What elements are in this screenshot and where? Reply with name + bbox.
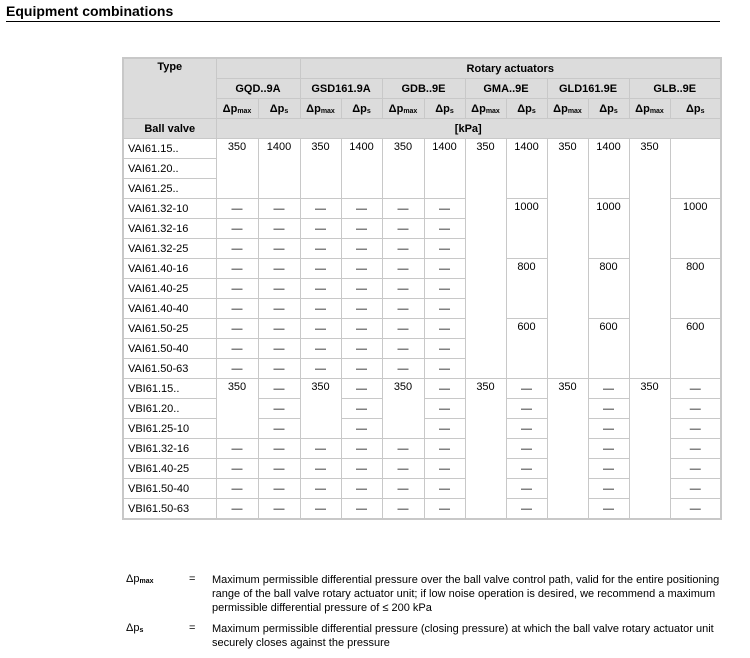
- valve-type-cell: VBI61.20..: [123, 399, 216, 419]
- pressure-cell: 350: [382, 379, 424, 439]
- pressure-cell: —: [300, 199, 341, 219]
- pressure-cell: —: [424, 359, 465, 379]
- equipment-table: [122, 57, 722, 520]
- pressure-cell: —: [341, 399, 382, 419]
- pressure-cell: 350: [300, 139, 341, 199]
- pressure-cell: —: [424, 379, 465, 399]
- pressure-cell: 1400: [588, 139, 629, 199]
- valve-type-cell: VAI61.50-25: [123, 319, 216, 339]
- pressure-cell: 600: [670, 319, 721, 379]
- pressure-cell: —: [300, 439, 341, 459]
- pressure-cell: —: [258, 419, 300, 439]
- pressure-cell: —: [258, 499, 300, 520]
- pressure-cell: —: [424, 259, 465, 279]
- pressure-cell: —: [258, 299, 300, 319]
- title-rule: [6, 21, 720, 22]
- pressure-cell: —: [216, 459, 258, 479]
- pressure-cell: —: [670, 379, 721, 399]
- pressure-cell: —: [506, 439, 547, 459]
- dp-max-header: [382, 99, 424, 119]
- dp-symbol: Δp: [388, 102, 404, 115]
- valve-type-cell: VAI61.20..: [123, 159, 216, 179]
- pressure-cell: —: [424, 339, 465, 359]
- pressure-cell: 350: [300, 379, 341, 439]
- dp-s-header: [670, 99, 721, 119]
- pressure-cell: —: [588, 419, 629, 439]
- pressure-cell: —: [300, 359, 341, 379]
- pressure-cell: —: [341, 499, 382, 520]
- pressure-cell: —: [258, 199, 300, 219]
- pressure-cell: —: [216, 439, 258, 459]
- pressure-cell: —: [506, 399, 547, 419]
- pressure-cell: —: [300, 299, 341, 319]
- pressure-cell: —: [341, 379, 382, 399]
- valve-type-cell: VAI61.40-25: [123, 279, 216, 299]
- pressure-cell: —: [670, 439, 721, 459]
- dp-symbol: Δp: [306, 102, 321, 115]
- pressure-cell: —: [216, 319, 258, 339]
- pressure-cell: —: [588, 379, 629, 399]
- pressure-cell: 800: [670, 259, 721, 319]
- pressure-cell: —: [341, 219, 382, 239]
- pressure-cell: —: [382, 199, 424, 219]
- valve-type-cell: VAI61.50-63: [123, 359, 216, 379]
- pressure-cell: —: [424, 399, 465, 419]
- pressure-cell: 350: [547, 379, 588, 520]
- ball-valve-header: Ball valve: [123, 119, 216, 139]
- legend-symbol: [126, 622, 143, 634]
- pressure-cell: 350: [465, 139, 506, 379]
- pressure-cell: 350: [382, 139, 424, 199]
- pressure-cell: 1400: [506, 139, 547, 199]
- pressure-cell: —: [341, 199, 382, 219]
- pressure-cell: —: [382, 239, 424, 259]
- dp-subscript: max: [320, 107, 335, 115]
- pressure-cell: —: [258, 219, 300, 239]
- table-row: [123, 139, 721, 159]
- pressure-cell: —: [424, 479, 465, 499]
- pressure-cell: —: [506, 379, 547, 399]
- pressure-cell: 1000: [506, 199, 547, 259]
- dp-subscript: max: [485, 107, 500, 115]
- dp-symbol: Δp: [352, 102, 367, 115]
- pressure-cell: —: [670, 459, 721, 479]
- dp-subscript: s: [700, 107, 705, 115]
- pressure-cell: 600: [588, 319, 629, 379]
- pressure-cell: —: [670, 399, 721, 419]
- legend-text: Maximum permissible differential pressure over the ball valve control path, valid for the entire positioning range of the ball valve rotary actuator unit; if low noise operation is desired, we recommend a maximum permissible differential pressure of ≤ 200 kPa: [212, 574, 720, 614]
- pressure-cell: —: [424, 199, 465, 219]
- legend-text: Maximum permissible differential pressure (closing pressure) at which the ball valve rotary actuator unit securely closes against the pressure: [212, 623, 714, 649]
- pressure-cell: —: [588, 439, 629, 459]
- valve-type-cell: VAI61.40-16: [123, 259, 216, 279]
- legend-dp: Δp: [126, 622, 140, 634]
- pressure-cell: —: [341, 319, 382, 339]
- pressure-cell: 350: [629, 379, 670, 520]
- pressure-cell: 1000: [670, 199, 721, 259]
- pressure-cell: —: [258, 359, 300, 379]
- valve-type-cell: VAI61.32-25: [123, 239, 216, 259]
- pressure-cell: —: [216, 299, 258, 319]
- dp-max-header: [300, 99, 341, 119]
- pressure-cell: —: [588, 499, 629, 520]
- pressure-cell: 800: [506, 259, 547, 319]
- pressure-cell: —: [341, 459, 382, 479]
- dp-max-header: [465, 99, 506, 119]
- pressure-cell: —: [382, 499, 424, 520]
- pressure-cell: —: [588, 459, 629, 479]
- actuator-header: GQD..9A: [216, 79, 300, 99]
- dp-max-header: [629, 99, 670, 119]
- pressure-cell: —: [588, 399, 629, 419]
- pressure-cell: —: [258, 479, 300, 499]
- pressure-cell: —: [216, 339, 258, 359]
- pressure-cell: —: [424, 459, 465, 479]
- pressure-cell: —: [341, 299, 382, 319]
- legend-equals: =: [189, 622, 196, 634]
- valve-type-cell: VBI61.40-25: [123, 459, 216, 479]
- dp-s-header: [341, 99, 382, 119]
- pressure-cell: —: [424, 279, 465, 299]
- dp-subscript: max: [237, 107, 252, 115]
- dp-symbol: Δp: [471, 102, 486, 115]
- legend-symbol: [126, 573, 153, 585]
- pressure-cell: —: [506, 499, 547, 520]
- pressure-cell: —: [258, 259, 300, 279]
- dp-subscript: s: [613, 107, 618, 115]
- pressure-cell: —: [382, 339, 424, 359]
- pressure-cell: 350: [629, 139, 670, 379]
- pressure-cell: —: [216, 499, 258, 520]
- pressure-cell: —: [258, 279, 300, 299]
- pressure-cell: —: [670, 419, 721, 439]
- dp-symbol: Δp: [517, 102, 532, 115]
- valve-type-cell: VBI61.25-10: [123, 419, 216, 439]
- pressure-cell: 1000: [588, 199, 629, 259]
- dp-symbol: Δp: [269, 102, 285, 115]
- pressure-cell: —: [506, 479, 547, 499]
- pressure-cell: —: [424, 499, 465, 520]
- pressure-cell: —: [588, 479, 629, 499]
- valve-type-cell: VBI61.32-16: [123, 439, 216, 459]
- valve-type-cell: VBI61.15..: [123, 379, 216, 399]
- pressure-cell: —: [258, 339, 300, 359]
- pressure-cell: —: [424, 219, 465, 239]
- pressure-cell: —: [382, 319, 424, 339]
- pressure-cell: —: [258, 239, 300, 259]
- dp-max-header: [216, 99, 258, 119]
- dp-subscript: max: [649, 107, 664, 115]
- pressure-cell: —: [216, 359, 258, 379]
- pressure-cell: —: [300, 459, 341, 479]
- pressure-cell: —: [670, 479, 721, 499]
- pressure-cell: —: [216, 479, 258, 499]
- dp-symbol: Δp: [435, 102, 450, 115]
- type-header: Type: [123, 58, 216, 119]
- pressure-cell: —: [300, 239, 341, 259]
- pressure-cell: 350: [465, 379, 506, 520]
- pressure-cell: —: [506, 459, 547, 479]
- dp-subscript: s: [284, 107, 289, 115]
- actuator-header: GSD161.9A: [300, 79, 382, 99]
- pressure-cell: 1400: [258, 139, 300, 199]
- pressure-cell: —: [424, 419, 465, 439]
- pressure-cell: —: [382, 279, 424, 299]
- pressure-cell: —: [341, 279, 382, 299]
- unit-header: [kPa]: [216, 119, 721, 139]
- pressure-cell: —: [216, 199, 258, 219]
- table-row: [123, 379, 721, 399]
- pressure-cell: —: [424, 439, 465, 459]
- pressure-cell: —: [300, 259, 341, 279]
- legend-dp: Δp: [126, 573, 140, 585]
- legend-subscript: max: [139, 578, 154, 585]
- dp-subscript: s: [531, 107, 536, 115]
- pressure-cell: —: [300, 499, 341, 520]
- pressure-cell: 350: [216, 139, 258, 199]
- dp-s-header: [424, 99, 465, 119]
- pressure-cell: —: [670, 499, 721, 520]
- pressure-cell: —: [258, 459, 300, 479]
- pressure-cell: —: [506, 419, 547, 439]
- dp-max-header: [547, 99, 588, 119]
- actuator-header: GDB..9E: [382, 79, 465, 99]
- pressure-cell: —: [424, 319, 465, 339]
- pressure-cell: 600: [506, 319, 547, 379]
- dp-symbol: Δp: [599, 102, 614, 115]
- pressure-cell: 350: [216, 379, 258, 439]
- pressure-cell: —: [258, 379, 300, 399]
- pressure-cell: —: [300, 219, 341, 239]
- pressure-cell: —: [216, 279, 258, 299]
- dp-symbol: Δp: [222, 102, 238, 115]
- pressure-cell: —: [382, 299, 424, 319]
- pressure-cell: —: [341, 339, 382, 359]
- valve-type-cell: VAI61.50-40: [123, 339, 216, 359]
- valve-type-cell: VAI61.15..: [123, 139, 216, 159]
- pressure-cell: —: [258, 399, 300, 419]
- pressure-cell: —: [382, 479, 424, 499]
- pressure-cell: —: [382, 439, 424, 459]
- legend-subscript: s: [139, 627, 144, 634]
- page-title: Equipment combinations: [6, 3, 174, 19]
- pressure-cell: —: [341, 439, 382, 459]
- valve-type-cell: VBI61.50-63: [123, 499, 216, 520]
- pressure-cell: 1400: [341, 139, 382, 199]
- pressure-cell: —: [424, 299, 465, 319]
- pressure-cell: —: [382, 219, 424, 239]
- pressure-cell: —: [382, 459, 424, 479]
- legend-equals: =: [189, 573, 196, 585]
- pressure-cell: —: [216, 239, 258, 259]
- pressure-cell: —: [341, 239, 382, 259]
- actuator-header: GLD161.9E: [547, 79, 629, 99]
- valve-type-cell: VBI61.50-40: [123, 479, 216, 499]
- dp-s-header: [588, 99, 629, 119]
- pressure-cell: —: [300, 479, 341, 499]
- pressure-cell: —: [341, 359, 382, 379]
- pressure-cell: —: [258, 319, 300, 339]
- pressure-cell: —: [341, 479, 382, 499]
- pressure-cell: —: [341, 419, 382, 439]
- valve-type-cell: VAI61.32-16: [123, 219, 216, 239]
- actuator-header: GMA..9E: [465, 79, 547, 99]
- rotary-actuators-header: Rotary actuators: [300, 58, 721, 79]
- pressure-cell: —: [341, 259, 382, 279]
- dp-subscript: max: [403, 107, 418, 115]
- pressure-cell: —: [382, 259, 424, 279]
- pressure-cell: —: [258, 439, 300, 459]
- pressure-cell: 1400: [424, 139, 465, 199]
- valve-type-cell: VAI61.25..: [123, 179, 216, 199]
- pressure-cell: 800: [588, 259, 629, 319]
- pressure-cell: —: [300, 279, 341, 299]
- pressure-cell: [670, 139, 721, 199]
- pressure-cell: —: [300, 339, 341, 359]
- dp-symbol: Δp: [553, 102, 568, 115]
- pressure-cell: 350: [547, 139, 588, 379]
- pressure-cell: —: [300, 319, 341, 339]
- dp-subscript: max: [567, 107, 582, 115]
- dp-subscript: s: [449, 107, 454, 115]
- valve-type-cell: VAI61.32-10: [123, 199, 216, 219]
- dp-subscript: s: [366, 107, 371, 115]
- pressure-cell: —: [216, 219, 258, 239]
- actuator-header: GLB..9E: [629, 79, 721, 99]
- dp-s-header: [506, 99, 547, 119]
- dp-symbol: Δp: [635, 102, 650, 115]
- dp-symbol: Δp: [685, 102, 701, 115]
- pressure-cell: —: [424, 239, 465, 259]
- pressure-cell: —: [382, 359, 424, 379]
- dp-s-header: [258, 99, 300, 119]
- pressure-cell: —: [216, 259, 258, 279]
- valve-type-cell: VAI61.40-40: [123, 299, 216, 319]
